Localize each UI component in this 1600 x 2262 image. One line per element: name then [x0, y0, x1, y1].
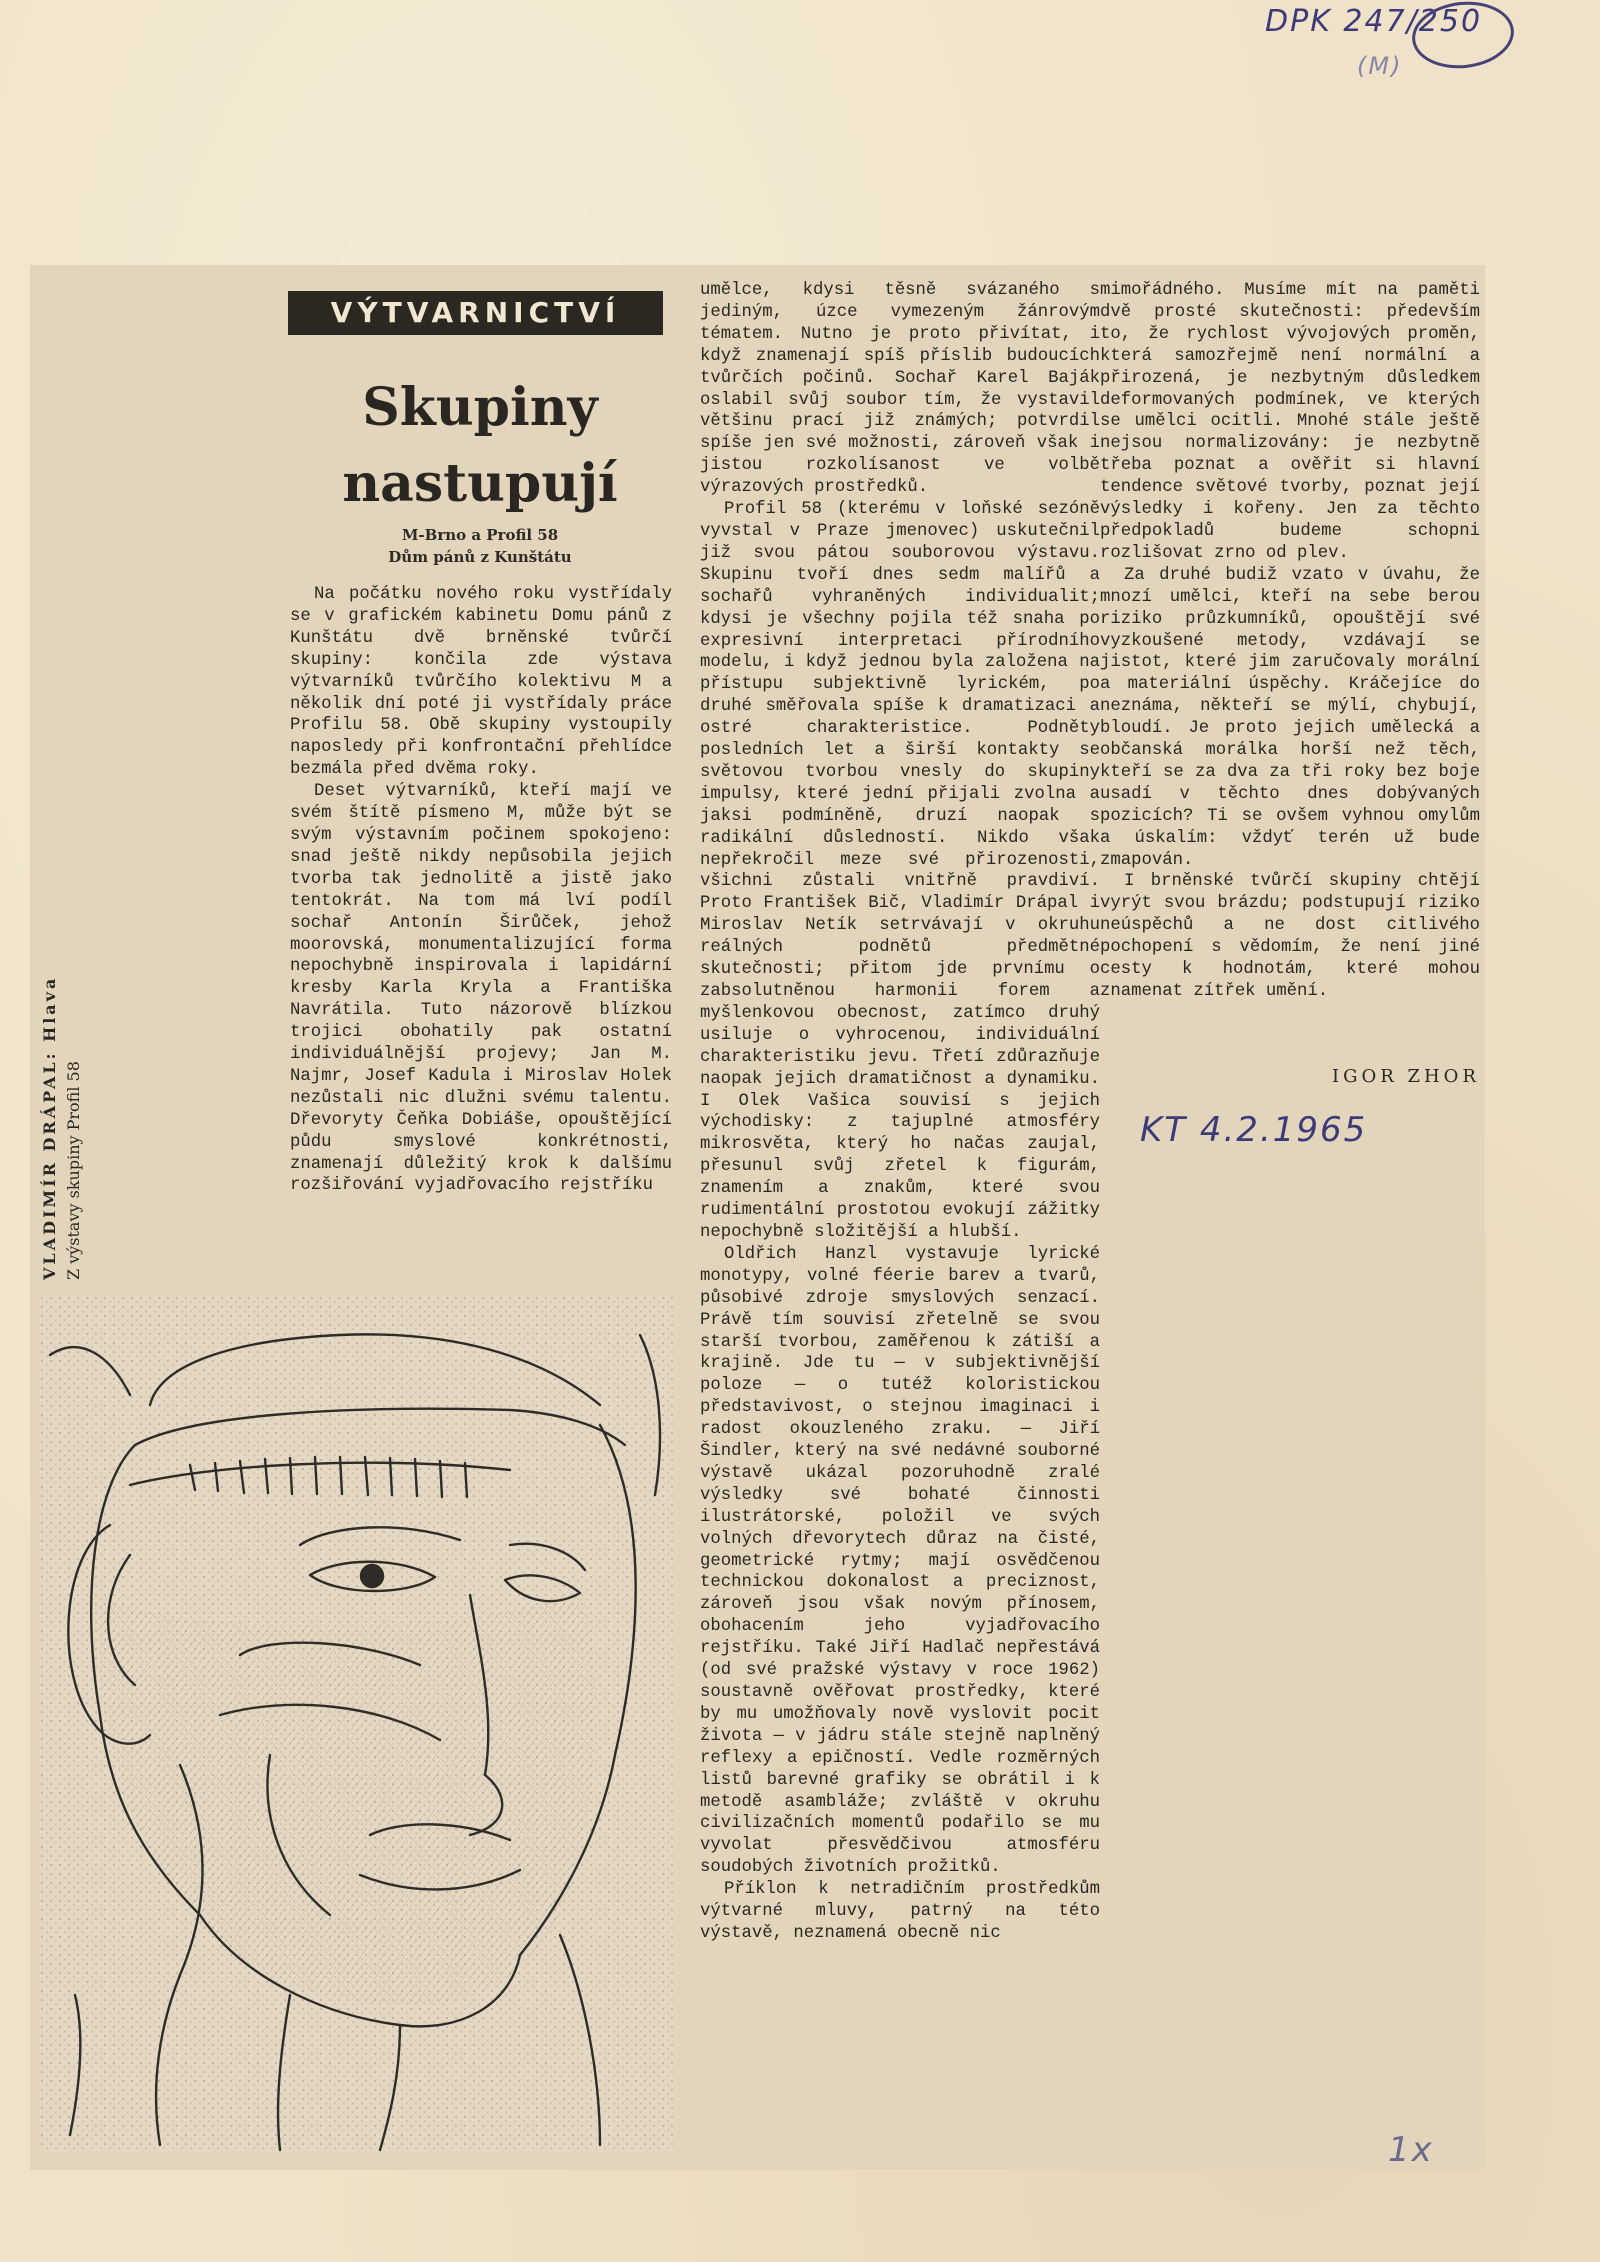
paragraph: Deset výtvarníků, kteří mají ve svém štítě písmeno M, může být se svým výstavním počinem spokojeno: snad ještě nikdy nepůsobila jejich tvorba tak jednolitě a jistě jako tentokrát. Na tom má lví podíl sochař Antonín Širůček, jehož moorovská, monumentalizující forma nepochybně inspirovala i lapidární kresby Karla Kryla a Františka Navrátila. Tuto názorově blízkou trojici obohatily pak ostatní individuálnější projevy; Jan M. Najmr, Josef Kadula i Miroslav Holek nezůstali nic dlužni svému talentu. Dřevoryty Čeňka Dobiáše, opouštějící půdu smyslové konkrétnosti, znamenají důležitý krok k dalšímu rozšiřování vyjadřovacího rejstříku [290, 782, 672, 1196]
paragraph: umělce, kdysi těsně svázaného s jediným, úzce vymezeným žánrovým tématem. Nutno je proto přivítat, i když znamenají spíš příslib budoucích tvůrčích počinů. Sochař Karel Baják oslabil svůj soubor tím, že vystavil většinu prací již známých; potvrdil spíše jen své možnosti, zároveň však i jistou rozkolísanost ve volbě výrazových prostředků. [700, 281, 1100, 498]
subheadline-line-2: Dům pánů z Kunštátu [388, 548, 572, 566]
head-etching-drawing [40, 1295, 673, 2152]
subheadline-line-1: M-Brno a Profil 58 [401, 526, 559, 544]
section-banner: VÝTVARNICTVÍ [288, 291, 663, 335]
archive-sub-handwriting: (M) [1357, 52, 1403, 80]
archive-reference-handwriting: DPK 247/250 [1265, 4, 1483, 39]
subheadline [300, 524, 660, 568]
page-mark-handwriting: 1x [1388, 2130, 1434, 2170]
caption-line-2: Z výstavy skupiny Profil 58 [64, 1061, 83, 1280]
caption-line-1: VLADIMÍR DRÁPAL: Hlava [40, 975, 59, 1280]
paragraph: Profil 58 (kterému v loňské sezóně vyvstal v Praze jmenovec) uskutečnil již svou pátou souborovou výstavu. Skupinu tvoří dnes sedm malířů a sochařů vyhraněných individualit; kdysi je všechny pojila též snaha po expresivní interpretaci přírodního modelu, i když jednou byla založena na přístupu subjektivně lyrickém, po druhé směřovala spíše k dramatizaci a ostré charakteristice. Podněty posledních let a širší kontakty se světovou tvorbou vnesly do skupiny impulsy, které jední přijali zvolna a jaksi podmíněně, druzí naopak s radikální důsledností. Nikdo však nepřekročil meze své přirozenosti, všichni zůstali vnitřně pravdiví. Proto František Bič, Vladimír Drápal i Miroslav Netík setrvávají v okruhu reálných podnětů předmětné skutečnosti; přitom jde prvnímu o zabsolutněnou harmonii forem a myšlenkovou obecnost, zatímco druhý usiluje o vyhrocenou, individuální charakteristiku jevu. Třetí zdůrazňuje naopak jejich dramatičnost a dynamiku. I Olek Vašica souvisí s jejich východisky: z tajuplné atmosféry mikrosvěta, který ho načas zaujal, přesunul svůj zřetel k figurám, znamením a znakům, které svou rudimentální prostotou evokují zážitky nepochybně složitější a hlubší. [700, 500, 1100, 1242]
paragraph: Na počátku nového roku vystřídaly se v grafickém kabinetu Domu pánů z Kunštátu dvě brněnské tvůrčí skupiny: končila zde výstava výtvarníků tvůrčího kolektivu M a několik dní poté ji vystřídaly práce Profilu 58. Obě skupiny vystoupily naposledy při konfrontační přehlídce bezmála před dvěma roky. [290, 585, 672, 780]
article-column-3 [1100, 280, 1480, 1003]
headline [300, 370, 660, 522]
illustration-caption [38, 940, 83, 1280]
source-date-handwriting: KT 4.2.1965 [1140, 1110, 1368, 1150]
headline-line-1: Skupiny [362, 377, 598, 438]
article-column-2 [700, 280, 1100, 1945]
headline-line-2: nastupují [342, 453, 618, 514]
paragraph: mimořádného. Musíme mít na paměti dvě prosté skutečnosti: především to, že rychlost vývojových proměn, která samozřejmě není normální a přirozená, je nezbytným důsledkem deformovaných podmínek, ve kterých se umělci ocitli. Mnohé stále ještě nejsou normalizovány: je nezbytně třeba poznat a ověřit si hlavní tendence světové tvorby, poznat její výsledky i kořeny. Jen za těchto předpokladů budeme schopni rozlišovat zrno od plev. [1100, 281, 1480, 563]
head-etching-illustration [40, 1295, 673, 2152]
paragraph: Oldřich Hanzl vystavuje lyrické monotypy, volné féerie barev a tvarů, působivé zdroje smyslových senzací. Právě tím souvisí zřetelně se svou starší tvorbou, zaměřenou k zátiší a krajině. Jde tu — v subjektivnější poloze — o tutéž koloristickou představivost, o stejnou imaginaci i radost okouzleného zraku. — Jiří Šindler, který na své nedávné souborné výstavě ukázal pozoruhodně zralé výsledky své bohaté činnosti ilustrátorské, položil ve svých volných dřevorytech důraz na čisté, geometrické rytmy; mají osvědčenou technickou dokonalost a preciznost, zároveň jsou však novým přínosem, obohacením jeho vyjadřovacího rejstříku. Také Jiří Hadlač nepřestává (od své pražské výstavy v roce 1962) soustavně ověřovat prostředky, které by mu umožňovaly nově vyslovit pocit života — v jádru stále stejně naplněný reflexy a epičností. Vedle rozměrných listů barevné grafiky se obrátil i k metodě asambláže; zvláště v okruhu civilizačních momentů podařilo se mu vyvolat přesvědčivou atmosféru soudobých životních prožitků. [700, 1244, 1100, 1878]
paragraph: Za druhé budiž vzato v úvahu, že mnozí umělci, kteří na sebe berou riziko průzkumníků, opouštějí své vyzkoušené metody, vzdávají se jistot, které jim zaručovaly morální a materiální úspěchy. Kráčejíce do neznáma, někteří se mýlí, chybují, bloudí. Je proto jejich umělecká a občanská morálka horší než těch, kteří se za dva za tři roky bez boje usadí v těchto dnes dobývaných pozicích? Ti se ovšem vyhnou omylům a úskalím: vždyť terén už bude zmapován. [1100, 565, 1480, 870]
paragraph: I brněnské tvůrčí skupiny chtějí vyrýt svou brázdu; podstupují riziko neúspěchů a ne dost citlivého pochopení s vědomím, že není jiné cesty k hodnotám, které mohou znamenat zítřek umění. [1100, 872, 1480, 1001]
paragraph: Příklon k netradičním prostředkům výtvarné mluvy, patrný na této výstavě, neznamená obecně nic [700, 1880, 1100, 1943]
author-signature: IGOR ZHOR [1331, 1066, 1480, 1087]
article-column-1 [290, 584, 672, 1197]
